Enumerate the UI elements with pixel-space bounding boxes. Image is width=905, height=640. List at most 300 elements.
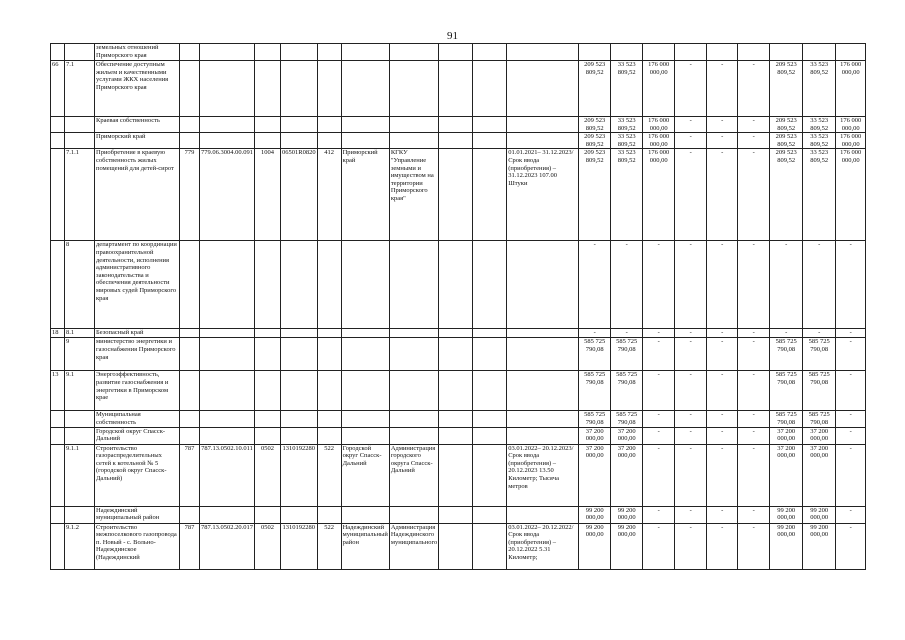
table-cell	[200, 338, 255, 371]
table-cell: -	[579, 329, 611, 338]
table-cell: 787.13.0502.10.011	[200, 444, 255, 506]
table-cell	[255, 506, 281, 523]
table-cell: -	[643, 411, 675, 427]
table-cell	[281, 506, 318, 523]
table-cell: -	[675, 149, 707, 241]
table-cell	[317, 61, 341, 117]
table-cell	[317, 411, 341, 427]
table-cell	[281, 411, 318, 427]
table-cell: 209 523 809,52	[579, 133, 611, 149]
table-cell: -	[836, 338, 866, 371]
table-cell	[579, 44, 611, 61]
table-cell: 585 725 790,08	[770, 411, 803, 427]
table-cell	[180, 241, 200, 329]
table-cell: 585 725 790,08	[579, 371, 611, 411]
table-cell: 585 725 790,08	[803, 338, 836, 371]
table-row	[51, 44, 866, 61]
table-cell: Городской округ Спасск-Дальний	[341, 444, 389, 506]
table-cell: 209 523 809,52	[770, 133, 803, 149]
table-cell	[200, 506, 255, 523]
table-row	[51, 506, 866, 523]
table-cell	[507, 329, 579, 338]
table-cell	[439, 149, 473, 241]
table-cell	[439, 411, 473, 427]
table-cell: Администрация Надеждинского муниципального	[389, 523, 438, 569]
table-cell: 37 200 000,00	[611, 444, 643, 506]
table-cell: Муниципальная собственность	[95, 411, 180, 427]
table-cell	[389, 44, 438, 61]
table-cell	[317, 44, 341, 61]
table-cell: -	[675, 523, 707, 569]
table-cell	[507, 506, 579, 523]
table-cell: 9.1.1	[65, 444, 95, 506]
table-cell	[317, 506, 341, 523]
table-cell: 585 725 790,08	[611, 338, 643, 371]
table-row	[51, 133, 866, 149]
table-cell	[341, 506, 389, 523]
table-cell: -	[738, 241, 770, 329]
table-cell	[473, 117, 507, 133]
table-cell: -	[643, 523, 675, 569]
table-cell	[317, 117, 341, 133]
table-cell	[439, 329, 473, 338]
table-cell	[51, 444, 65, 506]
table-cell: -	[836, 444, 866, 506]
table-cell: -	[675, 427, 707, 444]
table-cell	[255, 241, 281, 329]
table-cell: 176 000 000,00	[643, 133, 675, 149]
table-cell: 01.01.2021– 31.12.2023/ Срок ввода (приобретения) – 31.12.2023 107.00 Штуки	[507, 149, 579, 241]
table-cell: -	[836, 411, 866, 427]
table-cell: 37 200 000,00	[611, 427, 643, 444]
table-cell: 585 725 790,08	[770, 338, 803, 371]
table-cell: -	[738, 61, 770, 117]
table-cell: 585 725 790,08	[611, 371, 643, 411]
table-cell: Администрация городского округа Спасск-Дальний	[389, 444, 438, 506]
table-cell: 779	[180, 149, 200, 241]
table-cell	[281, 338, 318, 371]
table-cell: 176 000 000,00	[643, 149, 675, 241]
table-cell	[473, 338, 507, 371]
table-cell	[200, 427, 255, 444]
table-cell: 779.06.3004.00.091	[200, 149, 255, 241]
table-cell: -	[707, 371, 738, 411]
table-cell: -	[707, 133, 738, 149]
table-cell: 787	[180, 444, 200, 506]
table-cell	[473, 411, 507, 427]
table-row	[51, 411, 866, 427]
table-cell: КГКУ "Управление земными и имуществом на территории Приморского края"	[389, 149, 438, 241]
table-cell	[317, 427, 341, 444]
table-cell: -	[738, 523, 770, 569]
table-cell: Надеждинский муниципальный район	[95, 506, 180, 523]
table-cell: -	[707, 411, 738, 427]
table-cell	[51, 117, 65, 133]
table-cell: -	[643, 338, 675, 371]
table-cell: 99 200 000,00	[770, 523, 803, 569]
table-cell	[255, 329, 281, 338]
table-cell: -	[707, 149, 738, 241]
table-cell	[281, 117, 318, 133]
table-cell: -	[643, 371, 675, 411]
table-cell	[439, 427, 473, 444]
table-cell	[317, 338, 341, 371]
table-cell	[180, 506, 200, 523]
table-cell: 99 200 000,00	[579, 506, 611, 523]
table-cell: Надеждинский муниципальный район	[341, 523, 389, 569]
table-cell: 33 523 809,52	[611, 149, 643, 241]
table-cell: 209 523 809,52	[579, 117, 611, 133]
table-cell	[255, 411, 281, 427]
table-cell	[389, 338, 438, 371]
table-cell	[341, 427, 389, 444]
table-cell	[51, 427, 65, 444]
table-cell: -	[675, 133, 707, 149]
table-cell	[51, 133, 65, 149]
table-cell: -	[675, 61, 707, 117]
table-cell	[611, 44, 643, 61]
table-cell	[51, 241, 65, 329]
table-cell	[281, 329, 318, 338]
table-cell: 585 725 790,08	[803, 411, 836, 427]
table-cell: Энергоэффективность, развитие газоснабжения и энергетики в Приморском крае	[95, 371, 180, 411]
table-cell	[473, 444, 507, 506]
table-cell	[389, 133, 438, 149]
table-cell: 9.1.2	[65, 523, 95, 569]
table-cell	[341, 44, 389, 61]
table-cell	[675, 44, 707, 61]
table-cell	[439, 371, 473, 411]
table-cell: 99 200 000,00	[579, 523, 611, 569]
table-cell	[200, 61, 255, 117]
table-cell	[507, 117, 579, 133]
table-cell	[51, 506, 65, 523]
table-cell: 99 200 000,00	[611, 506, 643, 523]
table-cell: 99 200 000,00	[770, 506, 803, 523]
table-cell	[507, 427, 579, 444]
table-cell: 33 523 809,52	[803, 61, 836, 117]
table-cell: -	[738, 117, 770, 133]
table-cell: -	[611, 241, 643, 329]
table-row	[51, 149, 866, 241]
budget-table	[50, 43, 866, 570]
table-cell: 33 523 809,52	[803, 117, 836, 133]
table-cell: 9.1	[65, 371, 95, 411]
table-cell: -	[707, 329, 738, 338]
table-cell	[200, 329, 255, 338]
table-cell: Строительство межпоселкового газопровода п. Новый - с. Вольно-Надеждинское (Надеждинский	[95, 523, 180, 569]
table-cell: 33 523 809,52	[803, 149, 836, 241]
table-cell	[389, 117, 438, 133]
table-cell	[439, 444, 473, 506]
table-cell: 176 000 000,00	[643, 61, 675, 117]
table-cell: -	[643, 329, 675, 338]
table-cell: -	[738, 444, 770, 506]
table-cell: -	[770, 241, 803, 329]
table-cell: 176 000 000,00	[836, 149, 866, 241]
table-cell: 585 725 790,08	[803, 371, 836, 411]
table-cell: -	[836, 329, 866, 338]
table-cell: Приморский край	[95, 133, 180, 149]
table-cell: -	[707, 117, 738, 133]
table-cell: 37 200 000,00	[770, 444, 803, 506]
table-cell: Приобретение в краевую собственность жилых помещений для детей-сирот	[95, 149, 180, 241]
table-cell: -	[707, 338, 738, 371]
table-cell: 03.01.2022– 20.12.2022/ Срок ввода (приобретения) – 20.12.2022 5.31 Километр;	[507, 523, 579, 569]
table-row	[51, 523, 866, 569]
table-cell: 06501R0820	[281, 149, 318, 241]
table-cell: -	[611, 329, 643, 338]
table-cell	[341, 241, 389, 329]
table-cell: -	[675, 444, 707, 506]
table-cell	[341, 371, 389, 411]
table-cell: -	[738, 133, 770, 149]
table-cell: 585 725 790,08	[579, 411, 611, 427]
table-cell: 33 523 809,52	[611, 61, 643, 117]
table-cell	[738, 44, 770, 61]
table-cell	[389, 411, 438, 427]
table-cell	[255, 371, 281, 411]
table-row	[51, 371, 866, 411]
table-cell	[317, 371, 341, 411]
table-cell: 522	[317, 444, 341, 506]
table-cell	[317, 241, 341, 329]
table-cell: -	[836, 523, 866, 569]
table-cell	[200, 241, 255, 329]
table-cell: -	[738, 329, 770, 338]
table-cell: 37 200 000,00	[579, 427, 611, 444]
table-cell: -	[675, 411, 707, 427]
table-cell	[507, 241, 579, 329]
table-cell: 13	[51, 371, 65, 411]
table-cell: 0502	[255, 523, 281, 569]
table-cell	[281, 371, 318, 411]
table-cell	[281, 427, 318, 444]
table-cell	[439, 241, 473, 329]
table-cell: -	[770, 329, 803, 338]
table-cell	[281, 44, 318, 61]
table-cell	[180, 44, 200, 61]
table-cell: 8.1	[65, 329, 95, 338]
table-cell: -	[707, 444, 738, 506]
table-cell	[389, 241, 438, 329]
table-cell: 9	[65, 338, 95, 371]
table-cell	[341, 133, 389, 149]
table-cell: 37 200 000,00	[770, 427, 803, 444]
table-cell: -	[707, 241, 738, 329]
table-cell: -	[738, 338, 770, 371]
table-cell	[341, 411, 389, 427]
table-cell: 176 000 000,00	[643, 117, 675, 133]
table-cell: 209 523 809,52	[770, 61, 803, 117]
table-cell: 66	[51, 61, 65, 117]
table-row	[51, 61, 866, 117]
table-cell: 03.01.2022– 20.12.2023/ Срок ввода (приобретения) – 20.12.2023 13.50 Километр; Тысяча метров	[507, 444, 579, 506]
table-row	[51, 427, 866, 444]
table-cell: 37 200 000,00	[579, 444, 611, 506]
table-cell: -	[803, 241, 836, 329]
table-cell	[473, 241, 507, 329]
table-cell: -	[707, 427, 738, 444]
table-cell: 209 523 809,52	[770, 117, 803, 133]
table-cell	[180, 411, 200, 427]
table-cell: департамент по координации правоохранительной деятельности, исполнения административного законодательства и обеспечения деятельности мировых судей Приморского края	[95, 241, 180, 329]
table-cell	[473, 61, 507, 117]
table-cell	[51, 411, 65, 427]
table-cell	[180, 371, 200, 411]
table-cell	[507, 371, 579, 411]
table-cell	[255, 117, 281, 133]
table-cell	[65, 117, 95, 133]
table-cell: -	[803, 329, 836, 338]
table-cell: 8	[65, 241, 95, 329]
table-cell: 37 200 000,00	[803, 427, 836, 444]
table-cell	[439, 61, 473, 117]
table-cell: -	[836, 506, 866, 523]
table-cell: 33 523 809,52	[611, 133, 643, 149]
table-cell: -	[707, 506, 738, 523]
table-cell	[200, 117, 255, 133]
table-cell: -	[675, 371, 707, 411]
table-row	[51, 444, 866, 506]
table-cell	[473, 44, 507, 61]
table-cell	[770, 44, 803, 61]
table-cell: земельных отношений Приморского края	[95, 44, 180, 61]
table-cell	[281, 241, 318, 329]
table-cell: 18	[51, 329, 65, 338]
table-cell	[180, 338, 200, 371]
table-cell	[439, 44, 473, 61]
table-cell	[439, 506, 473, 523]
table-cell	[255, 61, 281, 117]
table-cell: 1004	[255, 149, 281, 241]
table-cell: -	[643, 444, 675, 506]
table-cell: 787	[180, 523, 200, 569]
table-cell	[200, 133, 255, 149]
table-cell: Обеспечение доступным жильем и качественными услугами ЖКХ населения Приморского края	[95, 61, 180, 117]
table-cell	[65, 411, 95, 427]
table-cell	[255, 44, 281, 61]
table-cell	[200, 44, 255, 61]
table-cell	[439, 133, 473, 149]
table-cell	[255, 427, 281, 444]
table-cell: 7.1.1	[65, 149, 95, 241]
table-cell: -	[707, 61, 738, 117]
table-cell: -	[836, 241, 866, 329]
table-cell: -	[738, 506, 770, 523]
table-cell	[439, 117, 473, 133]
table-cell	[707, 44, 738, 61]
table-cell: -	[675, 338, 707, 371]
table-cell	[507, 338, 579, 371]
table-cell: -	[836, 427, 866, 444]
table-cell	[317, 133, 341, 149]
table-row	[51, 117, 866, 133]
table-cell: Краевая собственность	[95, 117, 180, 133]
table-cell	[473, 371, 507, 411]
table-cell	[281, 133, 318, 149]
table-cell: -	[643, 427, 675, 444]
table-cell	[180, 133, 200, 149]
table-cell	[341, 338, 389, 371]
table-cell	[281, 61, 318, 117]
table-cell: Безопасный край	[95, 329, 180, 338]
table-cell: Городской округ Спасск-Дальний	[95, 427, 180, 444]
table-cell: 37 200 000,00	[803, 444, 836, 506]
table-cell	[341, 329, 389, 338]
table-cell: 0502	[255, 444, 281, 506]
table-cell	[200, 371, 255, 411]
table-cell: 7.1	[65, 61, 95, 117]
table-cell: 209 523 809,52	[770, 149, 803, 241]
table-cell	[200, 411, 255, 427]
table-cell	[439, 338, 473, 371]
table-cell	[51, 338, 65, 371]
table-cell	[65, 427, 95, 444]
table-cell	[439, 523, 473, 569]
table-cell: 176 000 000,00	[836, 117, 866, 133]
table-cell	[473, 149, 507, 241]
table-cell: -	[675, 329, 707, 338]
table-cell	[180, 117, 200, 133]
table-cell	[836, 44, 866, 61]
table-cell: 585 725 790,08	[579, 338, 611, 371]
table-cell: 99 200 000,00	[611, 523, 643, 569]
table-cell: -	[643, 506, 675, 523]
table-cell: -	[675, 506, 707, 523]
table-cell: 99 200 000,00	[803, 506, 836, 523]
table-cell: 1310192280	[281, 444, 318, 506]
table-cell	[473, 329, 507, 338]
table-cell: -	[643, 241, 675, 329]
table-cell	[389, 61, 438, 117]
table-cell: 585 725 790,08	[770, 371, 803, 411]
table-cell: -	[675, 117, 707, 133]
table-cell	[473, 506, 507, 523]
table-cell	[65, 133, 95, 149]
table-cell	[51, 44, 65, 61]
table-cell	[180, 329, 200, 338]
table-cell	[341, 61, 389, 117]
table-cell	[473, 133, 507, 149]
page-number: 91	[447, 30, 458, 42]
table-cell	[389, 427, 438, 444]
table-cell	[507, 133, 579, 149]
table-row	[51, 338, 866, 371]
table-cell: 1310192280	[281, 523, 318, 569]
table-cell: 412	[317, 149, 341, 241]
table-cell: 176 000 000,00	[836, 61, 866, 117]
table-cell: -	[738, 149, 770, 241]
table-cell: -	[738, 411, 770, 427]
table-cell	[65, 506, 95, 523]
table-row	[51, 241, 866, 329]
table-cell	[507, 44, 579, 61]
table-cell	[341, 117, 389, 133]
table-cell	[255, 338, 281, 371]
table-cell	[473, 427, 507, 444]
table-cell: 33 523 809,52	[611, 117, 643, 133]
table-cell: 522	[317, 523, 341, 569]
table-cell	[473, 523, 507, 569]
table-cell	[389, 506, 438, 523]
table-cell	[507, 411, 579, 427]
table-cell	[180, 61, 200, 117]
table-cell: Приморский край	[341, 149, 389, 241]
table-cell: 176 000 000,00	[836, 133, 866, 149]
table-cell: министерство энергетики и газоснабжения Приморского края	[95, 338, 180, 371]
table-cell	[389, 329, 438, 338]
